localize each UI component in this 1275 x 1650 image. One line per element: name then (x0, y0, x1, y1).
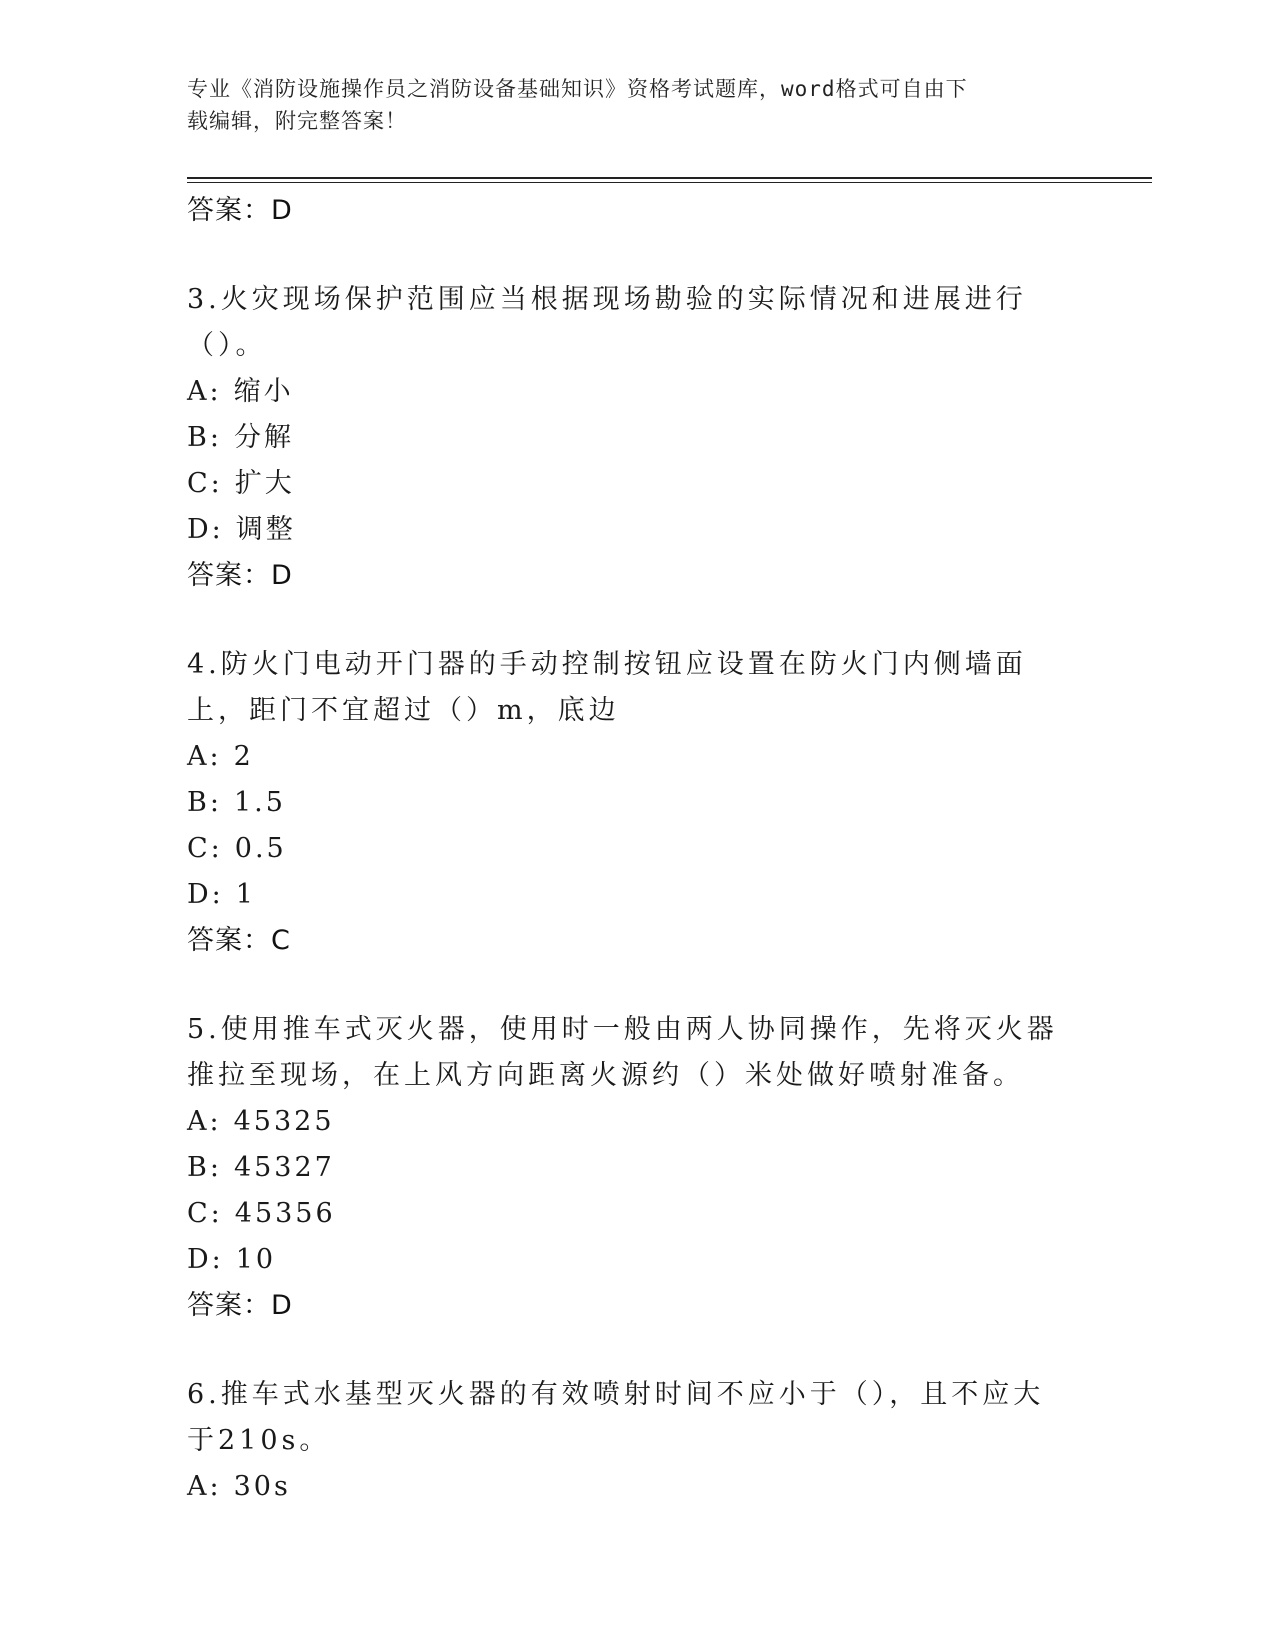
header-line-1: 专业《消防设施操作员之消防设备基础知识》资格考试题库，word格式可自由下 (187, 77, 968, 101)
document-header (187, 73, 1067, 137)
answer-line: 答案：D (187, 560, 293, 591)
option-b: B: 分解 (187, 422, 294, 453)
option-c: C: 扩大 (187, 468, 295, 499)
previous-answer: 答案：D (187, 195, 293, 226)
option-d: D: 1 (187, 879, 256, 910)
option-c: C: 45356 (187, 1198, 336, 1229)
option-a: A: 2 (187, 741, 254, 772)
question-5 (187, 1007, 1067, 1329)
option-b: B: 45327 (187, 1152, 335, 1183)
question-stem: 6.推车式水基型灭火器的有效喷射时间不应小于（），且不应大于210s。 (187, 1379, 1045, 1456)
question-stem: 4.防火门电动开门器的手动控制按钮应设置在防火门内侧墙面上，距门不宜超过（）m，底边 (187, 649, 1027, 726)
option-d: D: 调整 (187, 514, 296, 545)
question-3 (187, 277, 1067, 599)
question-6 (187, 1372, 1067, 1510)
question-list (187, 188, 1067, 1510)
option-b: B: 1.5 (187, 787, 286, 818)
question-4 (187, 642, 1067, 964)
question-stem: 3.火灾现场保护范围应当根据现场勘验的实际情况和进展进行（）。 (187, 284, 1027, 361)
header-divider-thick (187, 177, 1152, 179)
option-c: C: 0.5 (187, 833, 287, 864)
answer-line: 答案：C (187, 925, 291, 956)
option-a: A: 缩小 (187, 376, 294, 407)
question-stem: 5.使用推车式灭火器，使用时一般由两人协同操作，先将灭火器推拉至现场，在上风方向距离火源约（）米处做好喷射准备。 (187, 1014, 1058, 1091)
header-divider-thin (187, 182, 1152, 183)
option-d: D: 10 (187, 1244, 277, 1275)
header-line-2: 载编辑，附完整答案！ (187, 109, 407, 133)
answer-line: 答案：D (187, 1290, 293, 1321)
option-a: A: 45325 (187, 1106, 335, 1137)
option-a: A: 30s (187, 1471, 291, 1502)
